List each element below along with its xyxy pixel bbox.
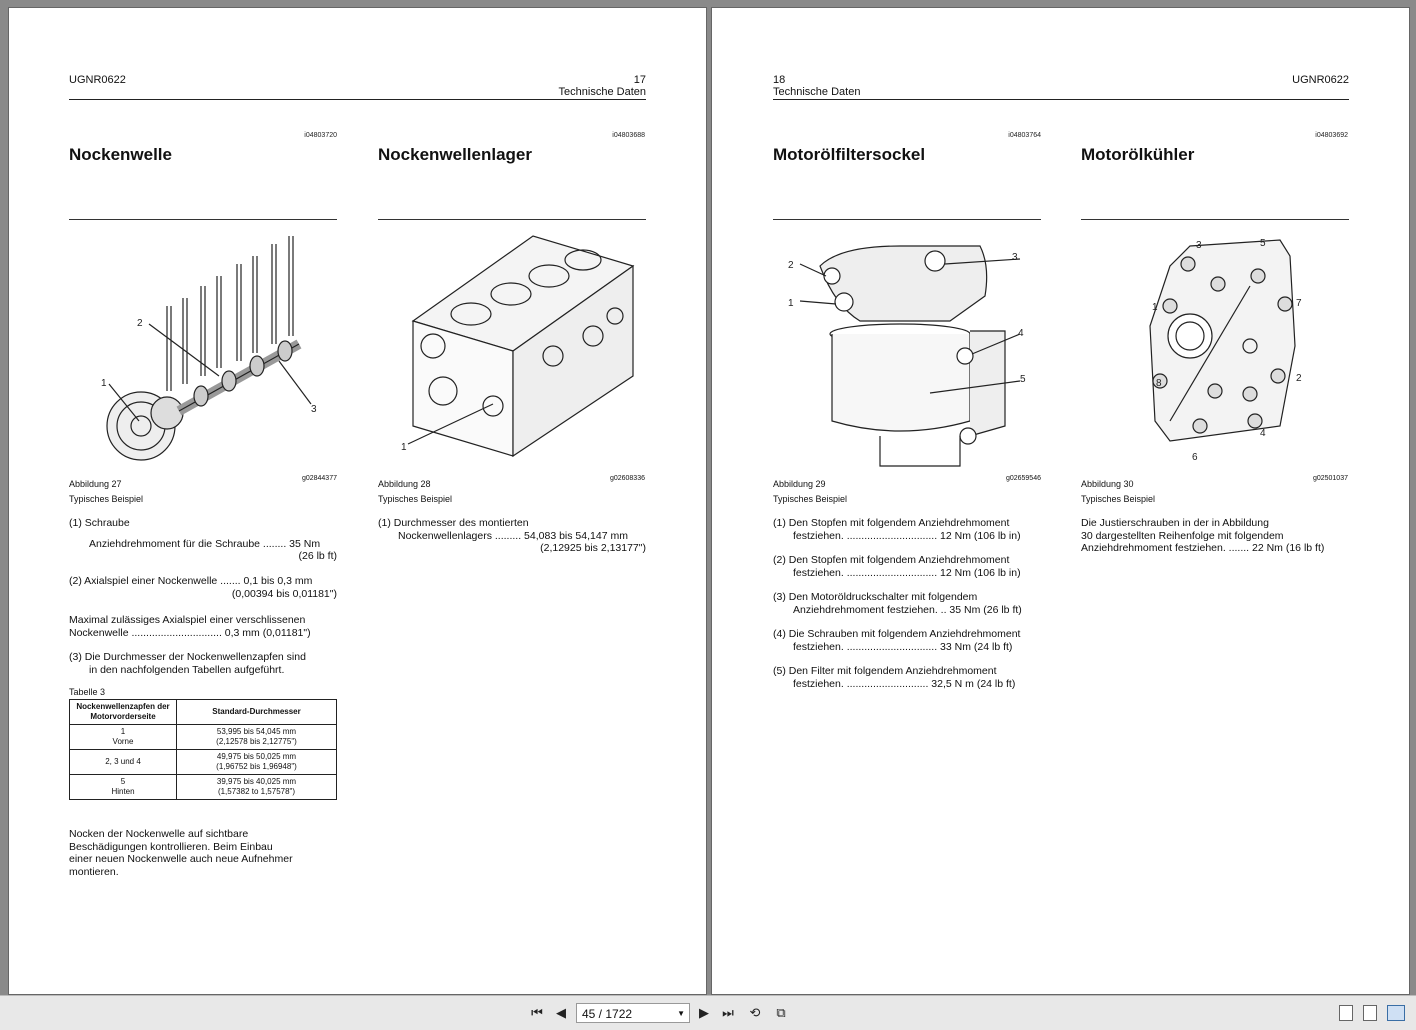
max-endplay-line1: Maximal zulässiges Axialspiel einer verschlissenen [69,614,306,626]
spec-item-2 [69,575,337,600]
table-cell-diameter [177,775,337,800]
next-page-icon[interactable]: ▶ [699,1005,709,1020]
right-page [711,7,1410,995]
torque-item [773,665,1041,690]
table-row [70,725,337,750]
figure-caption: Abbildung 28 [378,479,431,489]
position-number: 1 [120,727,126,736]
callout-5: 5 [1020,374,1026,385]
journal-diameter-table [69,699,337,800]
camshaft-figure [89,226,329,471]
callout-3: 3 [1196,240,1202,251]
title-rule [69,219,337,220]
torque-item-line1: (5) Den Filter mit folgendem Anziehdrehmoment [773,665,997,677]
title-rule [1081,219,1349,220]
spec-item-1-label: (1) Schraube [69,517,130,529]
callout-5: 5 [1260,238,1266,249]
torque-item [773,628,1041,653]
torque-item-line2: festziehen. ............................... 12 Nm (106 lb in) [793,566,1021,579]
table-row [70,750,337,775]
section-title: Nockenwelle [69,145,172,164]
table-cell-position [70,775,177,800]
doc-id: i04803692 [1315,132,1348,139]
continuous-view-icon[interactable] [1363,1005,1377,1021]
torque-item [773,554,1041,579]
position-label: Hinten [111,787,135,796]
diameter-mm: 49,975 bis 50,025 mm [216,752,297,761]
spec-item-1 [378,517,646,555]
doc-code: UGNR0622 [1292,74,1349,86]
first-page-icon[interactable]: ⏮ [531,1005,543,1020]
header-rule [773,99,1349,100]
inspection-note [69,828,337,878]
section-title: Nockenwellenlager [378,145,533,164]
diameter-inch: (1,57382 to 1,57578") [217,787,296,796]
callout-1: 1 [1152,302,1158,313]
section-name: Technische Daten [558,86,646,98]
diameter-inch: (1,96752 bis 1,96948") [216,762,297,771]
spec-item-3-line1: (3) Die Durchmesser der Nockenwellenzapfen sind [69,651,306,663]
section-title: Motorölfiltersockel [773,145,926,164]
note-line: Beschädigungen kontrollieren. Beim Einbau [69,840,273,853]
callout-3: 3 [311,404,317,415]
figure-id: g02608336 [609,475,645,482]
oil-cooler-figure [1130,226,1330,471]
callout-1: 1 [788,298,794,309]
doc-id: i04803764 [1008,132,1041,139]
doc-id: i04803688 [612,132,645,139]
single-page-view-icon[interactable] [1339,1005,1353,1021]
torque-item-line2: festziehen. ............................ 32,5 N m (24 lb ft) [793,677,1016,690]
callout-4: 4 [1260,428,1266,439]
header-rule [69,99,646,100]
callout-6: 6 [1192,452,1198,463]
callout-1: 1 [401,442,407,453]
torque-item-line2: festziehen. ............................... 33 Nm (24 lb ft) [793,640,1013,653]
diameter-mm: 39,975 bis 40,025 mm [216,777,297,786]
title-rule [773,219,1041,220]
callout-2: 2 [788,260,794,271]
previous-page-icon[interactable]: ◀ [556,1005,566,1020]
last-page-icon[interactable]: ⏭ [722,1005,734,1020]
title-rule [378,219,646,220]
torque-item [773,517,1041,542]
max-endplay-line2: Nockenwelle ............................... 0,3 mm (0,01181") [69,626,311,639]
table-cell-position [70,750,177,775]
figure-caption: Abbildung 29 [773,479,826,489]
spec-item-1-line1: (1) Durchmesser des montierten [378,517,529,529]
callout-1: 1 [101,378,107,389]
rotate-icon[interactable]: ⟲ [749,1005,761,1020]
table-cell-position [70,725,177,750]
diameter-mm: 53,995 bis 54,045 mm [216,727,297,736]
max-endplay [69,614,337,639]
figure-id: g02844377 [301,475,337,482]
callout-7: 7 [1296,298,1302,309]
torque-item-line2: festziehen. ............................... 12 Nm (106 lb in) [793,529,1021,542]
page-number-input[interactable] [576,1003,690,1023]
callout-4: 4 [1018,328,1024,339]
figure-subcaption: Typisches Beispiel [773,494,848,504]
table-row [70,775,337,800]
spec-item-2-text: (2) Axialspiel einer Nockenwelle ....... 0,1 bis 0,3 mm [69,575,313,587]
table-header-position: Nockenwellenzapfen der Motorvorderseite [70,700,177,725]
note-line: Nocken der Nockenwelle auf sichtbare [69,828,249,840]
figure-id: g02659546 [1005,475,1041,482]
torque-item-line2: Anziehdrehmoment festziehen. .. 35 Nm (26 lb ft) [793,603,1022,616]
chevron-down-icon[interactable]: ▼ [677,1009,685,1018]
tightening-instruction [1081,517,1349,555]
spec-item-1 [69,517,337,563]
section-title: Motorölkühler [1081,145,1195,164]
spec-item-1-text: Anziehdrehmoment für die Schraube ........ 35 Nm [89,537,321,550]
table-header-diameter: Standard-Durchmesser [177,700,337,725]
torque-item [773,591,1041,616]
callout-3: 3 [1012,252,1018,263]
torque-list [773,517,1041,690]
note-line: einer neuen Nockenwelle auch neue Aufnehmer [69,853,293,865]
figure-subcaption: Typisches Beispiel [378,494,453,504]
instruction-line: Anziehdrehmoment festziehen. ....... 22 Nm (16 lb ft) [1081,542,1325,554]
oil-filter-base-figure [780,226,1040,471]
cylinder-block-figure [393,226,643,471]
callout-8: 8 [1156,378,1162,389]
callout-2: 2 [1296,373,1302,384]
figure-subcaption: Typisches Beispiel [1081,494,1156,504]
left-page [8,7,707,995]
spec-item-3-line2: in den nachfolgenden Tabellen aufgeführt. [89,663,285,676]
viewer-toolbar [0,995,1416,1030]
position-number: 2, 3 und 4 [105,757,141,766]
torque-item-line1: (1) Den Stopfen mit folgendem Anziehdrehmoment [773,517,1010,529]
diameter-inch: (2,12578 bis 2,12775") [216,737,297,746]
position-label: Vorne [112,737,134,746]
spec-item-3 [69,651,337,676]
torque-item-line1: (3) Den Motoröldruckschalter mit folgendem [773,591,978,603]
doc-code: UGNR0622 [69,74,126,86]
table-cell-diameter [177,750,337,775]
figure-subcaption: Typisches Beispiel [69,494,144,504]
position-number: 5 [120,777,126,786]
figure-caption: Abbildung 30 [1081,479,1134,489]
spec-item-1-value: (2,12925 bis 2,13177") [540,542,646,554]
spec-item-2-value: (0,00394 bis 0,01181") [231,587,337,600]
torque-item-line1: (2) Den Stopfen mit folgendem Anziehdrehmoment [773,554,1010,566]
note-line: montieren. [69,865,119,878]
section-name: Technische Daten [773,86,861,98]
instruction-line: Die Justierschrauben in der in Abbildung [1081,517,1269,529]
instruction-line: 30 dargestellten Reihenfolge mit folgendem [1081,529,1284,542]
figure-caption: Abbildung 27 [69,479,122,489]
torque-item-line1: (4) Die Schrauben mit folgendem Anziehdrehmoment [773,628,1021,640]
two-page-view-icon[interactable] [1387,1005,1405,1021]
table-cell-diameter [177,725,337,750]
table-header-row [70,700,337,725]
spec-item-1-line2: Nockenwellenlagers ......... 54,083 bis 54,147 mm [398,529,628,542]
figure-id: g02501037 [1312,475,1348,482]
page-number-value: 45 / 1722 [582,1007,633,1021]
doc-id: i04803720 [304,132,337,139]
page-number: 18 [773,74,786,86]
page-number: 17 [633,74,646,86]
callout-2: 2 [137,318,143,329]
spec-item-1-value: (26 lb ft) [298,550,337,562]
table-label: Tabelle 3 [69,687,106,697]
copy-page-icon[interactable]: ⧉ [776,1005,786,1020]
